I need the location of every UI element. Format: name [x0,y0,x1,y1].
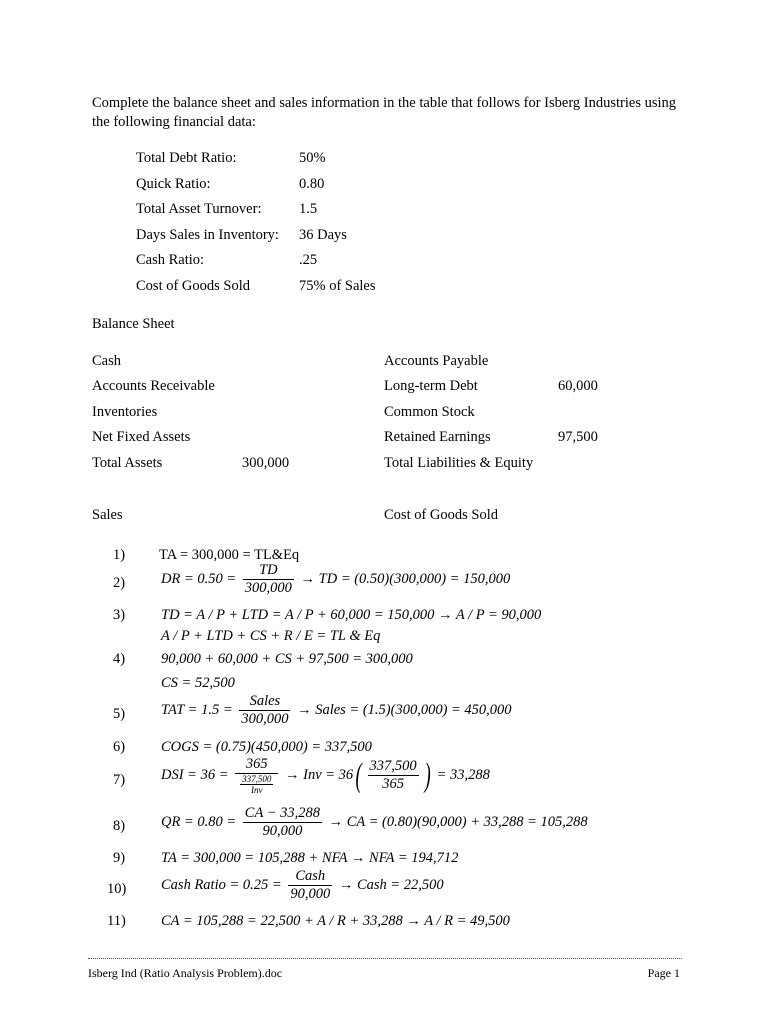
bs-value-long-term-debt: 60,000 [558,378,598,394]
footer-filename: Isberg Ind (Ratio Analysis Problem).doc [88,966,283,980]
given-label-total-debt-ratio: Total Debt Ratio: [136,150,237,166]
given-label-cogs: Cost of Goods Sold [136,278,251,294]
balance-sheet-heading: Balance Sheet [92,316,175,332]
step-4-number: 4) [113,651,126,667]
step-3-line-1: TD = A / P + LTD = A / P + 60,000 = 150,000 → A / P = 90,000 [161,607,542,623]
bs-label-accounts-payable: Accounts Payable [384,353,489,369]
step-7-number: 7) [113,772,126,788]
bs-label-inventories: Inventories [92,404,158,420]
given-value-days-sales-inventory: 36 Days [299,227,347,243]
step-5-equation: TAT = 1.5 = $\frac{\text{Sales}}{300,000}$ → Sales = (1.5)(300,000) = 450,000 [161,693,512,727]
bs-label-long-term-debt: Long-term Debt [384,378,478,394]
bs-label-net-fixed-assets: Net Fixed Assets [92,429,191,445]
step-6-number: 6) [113,739,126,755]
bs-value-retained-earnings: 97,500 [558,429,598,445]
given-value-total-asset-turnover: 1.5 [299,201,318,217]
step-9-equation: TA = 300,000 = 105,288 + NFA → NFA = 194,712 [161,850,459,866]
step-8-number: 8) [113,818,126,834]
cogs-label: Cost of Goods Sold [384,507,499,523]
step-3-line-2: A / P + LTD + CS + R / E = TL & Eq [161,628,381,644]
footer-page-number: Page 1 [647,966,680,980]
step-10-number: 10) [107,881,127,897]
given-label-total-asset-turnover: Total Asset Turnover: [136,201,262,217]
bs-label-common-stock: Common Stock [384,404,475,420]
bs-label-total-liabilities-equity: Total Liabilities & Equity [384,455,534,471]
step-9-number: 9) [113,850,126,866]
step-11-equation: CA = 105,288 = 22,500 + A / R + 33,288 → A / R = 49,500 [161,913,510,929]
step-1-equation: TA = 300,000 = TL&Eq [159,547,300,563]
step-7-equation: DSI = 36 = $\frac{365}{\frac{337,500}{\text{Inv}}}$ → Inv = 36( $\frac{337,500}{365}$ ) = 33,288 [161,756,490,795]
given-label-days-sales-inventory: Days Sales in Inventory: [136,227,279,243]
bs-label-accounts-receivable: Accounts Receivable [92,378,215,394]
given-label-quick-ratio: Quick Ratio: [136,176,211,192]
bs-value-total-assets: 300,000 [242,455,290,471]
step-2-number: 2) [113,575,126,591]
step-2-equation: DR = 0.50 = $\frac{TD}{300,000}$ → TD = (0.50)(300,000) = 150,000 [161,562,511,596]
given-value-cash-ratio: .25 [299,252,318,268]
sales-label: Sales [92,507,123,523]
step-1-number: 1) [113,547,126,563]
bs-label-cash: Cash [92,353,121,369]
given-label-cash-ratio: Cash Ratio: [136,252,205,268]
footer-divider [88,958,682,959]
given-value-total-debt-ratio: 50% [299,150,326,166]
bs-label-retained-earnings: Retained Earnings [384,429,491,445]
bs-label-total-assets: Total Assets [92,455,163,471]
step-4-line-2: CS = 52,500 [161,675,235,691]
step-5-number: 5) [113,706,126,722]
given-value-quick-ratio: 0.80 [299,176,325,192]
step-8-equation: QR = 0.80 = $\frac{CA - 33,288}{90,000}$ → CA = (0.80)(90,000) + 33,288 = 105,288 [161,805,588,839]
step-4-line-1: 90,000 + 60,000 + CS + 97,500 = 300,000 [161,651,413,667]
step-6-equation: COGS = (0.75)(450,000) = 337,500 [161,739,372,755]
step-11-number: 11) [107,913,126,929]
given-value-cogs: 75% of Sales [299,278,376,294]
intro-paragraph: Complete the balance sheet and sales information in the table that follows for Isberg Industries using the following financial data: [92,95,677,130]
step-10-equation: Cash Ratio = 0.25 = $\frac{\text{Cash}}{90,000}$ → Cash = 22,500 [161,868,444,902]
step-3-number: 3) [113,607,126,623]
